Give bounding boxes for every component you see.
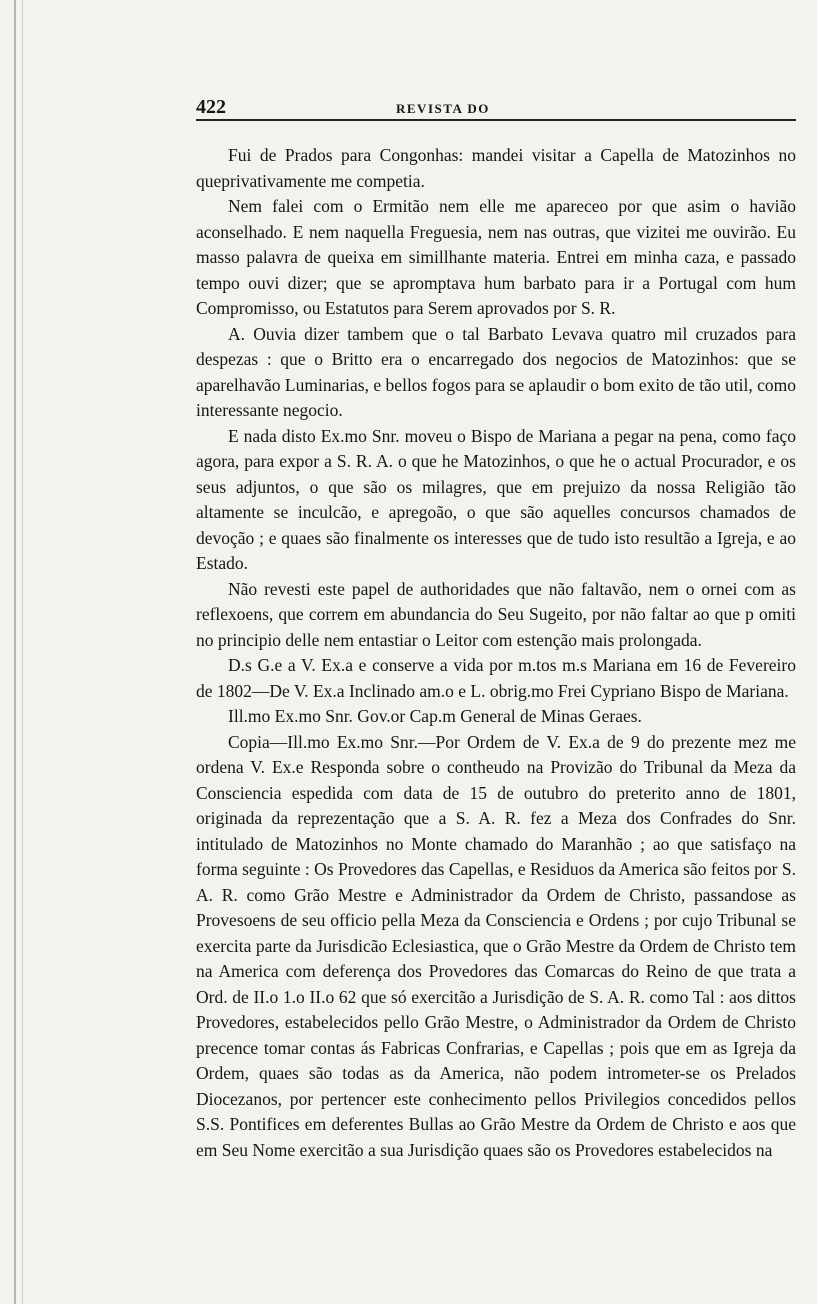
paragraph: Não revesti este papel de authoridades que não faltavão, nem o ornei com as reflexoens, que correm em abundancia do Seu Sugeito, por não faltar ao que p omiti no principio delle nem entastiar o Leitor com estenção mais prolongada. — [196, 578, 796, 650]
paragraph: E nada disto Ex.mo Snr. moveu o Bispo de Mariana a pegar na pena, como faço agora, para expor a S. R. A. o que he Matozinhos, o que he o actual Procurador, e os seus adjuntos, o que são os milagres, que em prejuizo da nossa Religião tão altamente se inculcão, e apregoão, o que são aquelles concursos chamados de devoção ; e quaes são finalmente os interesses que de tudo isto resultão a Igreja, e ao Estado. — [196, 425, 796, 573]
running-header — [196, 96, 796, 121]
paragraph: Copia—Ill.mo Ex.mo Snr.—Por Ordem de V. Ex.a de 9 do prezente mez me ordena V. Ex.e Responda sobre o contheudo na Provizão do Tribunal da Meza da Consciencia espedida com data de 15 de outubro do preterito anno de 1801, originada da reprezentação que a S. A. R. fez a Meza dos Confrades do Snr. intitulado de Matozinhos no Monte chamado do Maranhão ; ao que satisfaço na forma seguinte : Os Provedores das Capellas, e Residuos da America são feitos por S. A. R. como Grão Mestre e Administrador da Ordem de Christo, passandose as Provesoens de seu officio pella Meza da Consciencia e Ordens ; por cujo Tribunal se exercita parte da Jurisdicão Eclesiastica, que o Grão Mestre da Ordem de Christo tem na America com deferença dos Provedores das Comarcas do Reino de que trata a Ord. de II.o 1.o II.o 62 que só exercitão a Jurisdição de S. A. R. como Tal : aos dittos Provedores, estabelecidos pello Grão Mestre, o Administrador da Ordem de Christo precence tomar contas ás Fabricas Confrarias, e Capellas ; pois que em as Igreja da Ordem, quaes são todas as da America, não podem intrometer-se os Prelados Diocezanos, por pertencer este conhecimento pellos Privilegios concedidos pellos S.S. Pontifices em deferentes Bullas ao Grão Mestre da Ordem de Christo e aos que em Seu Nome exercitão a sua Jurisdição quaes são os Provedores estabelecidos na — [196, 731, 796, 1160]
document-page — [196, 96, 796, 1163]
paragraph: Fui de Prados para Congonhas: mandei visitar a Capella de Matozinhos no queprivativamente me competia. — [196, 145, 796, 191]
page-edge-line — [22, 0, 23, 1304]
paragraph: Ill.mo Ex.mo Snr. Gov.or Cap.m General de Minas Geraes. — [228, 706, 642, 726]
page-number: 422 — [196, 96, 226, 118]
running-title: REVISTA DO — [396, 101, 490, 116]
paragraph: Nem falei com o Ermitão nem elle me apareceo por que asim o havião aconselhado. E nem naquella Freguesia, nem nas outras, que vizitei me ouvirão. Eu masso palavra de queixa em simillhante materia. Entrei em minha caza, e passado tempo ouvi dizer; que se apromptava hum barbato para ir a Portugal com hum Compromisso, ou Estatutos para Serem aprovados por S. R. — [196, 196, 796, 318]
body-text — [196, 143, 796, 1163]
paragraph: A. Ouvia dizer tambem que o tal Barbato Levava quatro mil cruzados para despezas : que o Britto era o encarregado dos negocios de Matozinhos: que se aparelhavão Luminarias, e bellos fogos para se aplaudir o bom exito de tão util, como interessante negocio. — [196, 323, 796, 420]
page-edge-line — [14, 0, 16, 1304]
paragraph: D.s G.e a V. Ex.a e conserve a vida por m.tos m.s Mariana em 16 de Fevereiro de 1802—De V. Ex.a Inclinado am.o e L. obrig.mo Frei Cypriano Bispo de Mariana. — [196, 655, 796, 701]
